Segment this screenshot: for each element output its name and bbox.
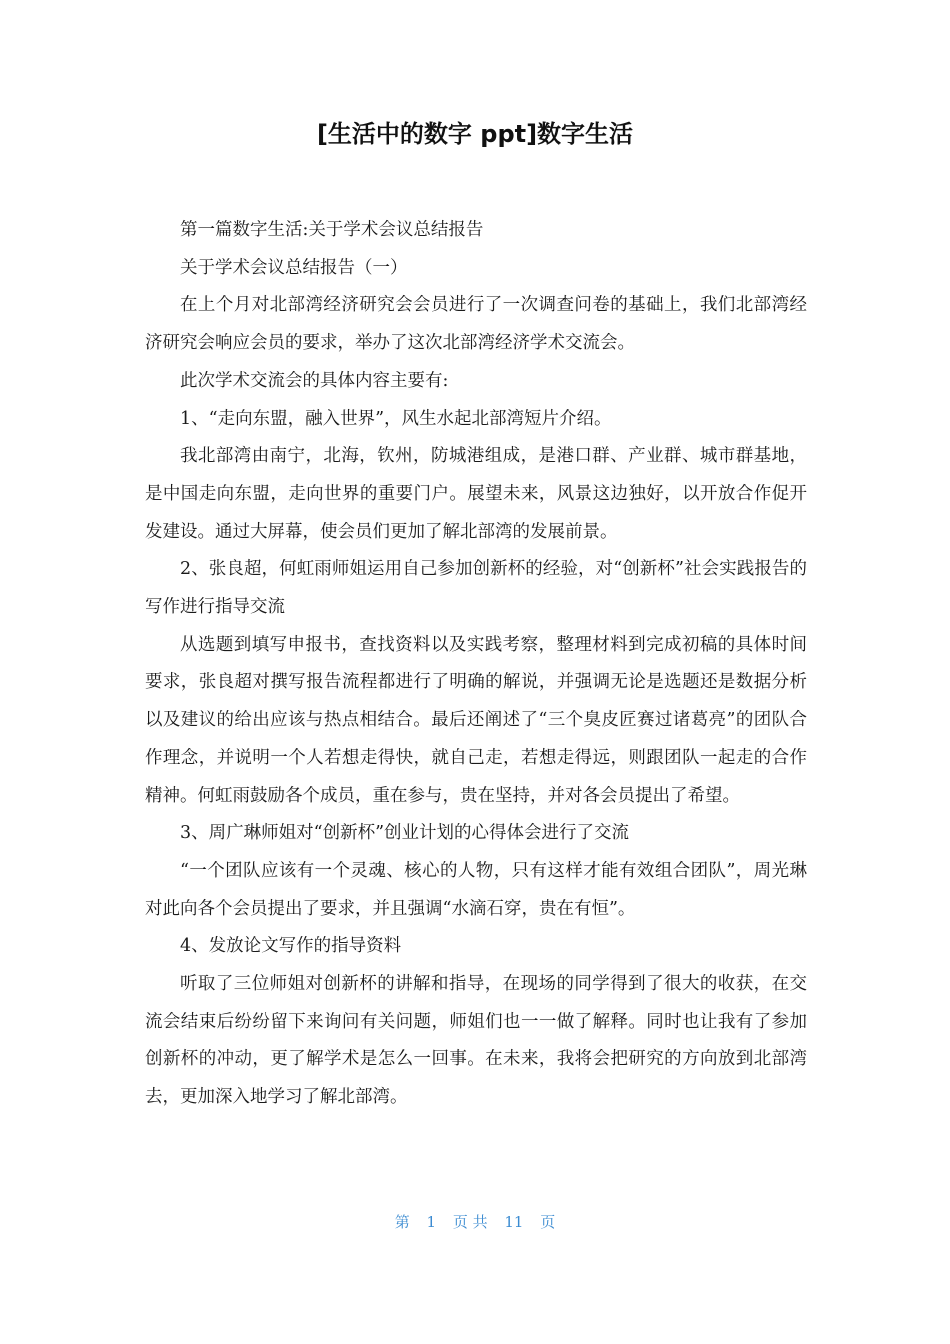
paragraph-item-4: 4、发放论文写作的指导资料 (180, 936, 402, 957)
paragraph-conclusion: 听取了三位师姐对创新杯的讲解和指导，在现场的同学得到了很大的收获，在交流会结束后纷纷留下来询问有关问题，师姐们也一一做了解释。同时也让我有了参加创新杯的冲动，更了解学术是怎么一回事。在未来，我将会把研究的方向放到北部湾去，更加深入地学习了解北部湾。 (145, 974, 807, 1108)
footer-page-prefix: 第 (394, 1213, 410, 1231)
document-title: [生活中的数字 ppt]数字生活 (316, 120, 634, 148)
paragraph-item-2-detail: 从选题到填写申报书，查找资料以及实践考察，整理材料到完成初稿的具体时间要求，张良超对撰写报告流程都进行了明确的解说，并强调无论是选题还是数据分析以及建议的给出应该与热点相结合。最后还阐述了“三个臭皮匠赛过诸葛亮”的团队合作理念，并说明一个人若想走得快，就自己走，若想走得远，则跟团队一起走的合作精神。何虹雨鼓励各个成员，重在参与，贵在坚持，并对各会员提出了希望。 (145, 634, 807, 806)
footer-page-middle: 页 共 (452, 1213, 488, 1231)
paragraph-content-lead: 此次学术交流会的具体内容主要有: (180, 370, 449, 391)
paragraph-intro: 在上个月对北部湾经济研究会会员进行了一次调查问卷的基础上，我们北部湾经济研究会响应会员的要求，举办了这次北部湾经济学术交流会。 (145, 295, 807, 354)
page-footer (0, 1210, 950, 1234)
paragraph-section-heading: 第一篇数字生活:关于学术会议总结报告 (180, 220, 484, 240)
paragraph-item-1-detail: 我北部湾由南宁，北海，钦州，防城港组成，是港口群、产业群、城市群基地，是中国走向东盟，走向世界的重要门户。展望未来，风景这边独好，以开放合作促开发建设。通过大屏幕，使会员们更加了解北部湾的发展前景。 (145, 446, 807, 542)
paragraph-item-1: 1、“走向东盟，融入世界”，风生水起北部湾短片介绍。 (180, 408, 612, 429)
footer-page-number: 1 (426, 1213, 437, 1231)
paragraph-report-subtitle: 关于学术会议总结报告（一） (180, 257, 408, 278)
footer-total-pages: 11 (504, 1213, 524, 1231)
paragraph-item-3: 3、周广琳师姐对“创新杯”创业计划的心得体会进行了交流 (180, 823, 630, 844)
document-body (145, 212, 807, 1117)
footer-page-suffix: 页 (540, 1213, 556, 1231)
paragraph-item-3-detail: “一个团队应该有一个灵魂、核心的人物，只有这样才能有效组合团队”，周光琳对此向各个会员提出了要求，并且强调“水滴石穿，贵在有恒”。 (145, 860, 807, 919)
paragraph-item-2: 2、张良超，何虹雨师姐运用自己参加创新杯的经验，对“创新杯”社会实践报告的写作进行指导交流 (145, 559, 807, 618)
